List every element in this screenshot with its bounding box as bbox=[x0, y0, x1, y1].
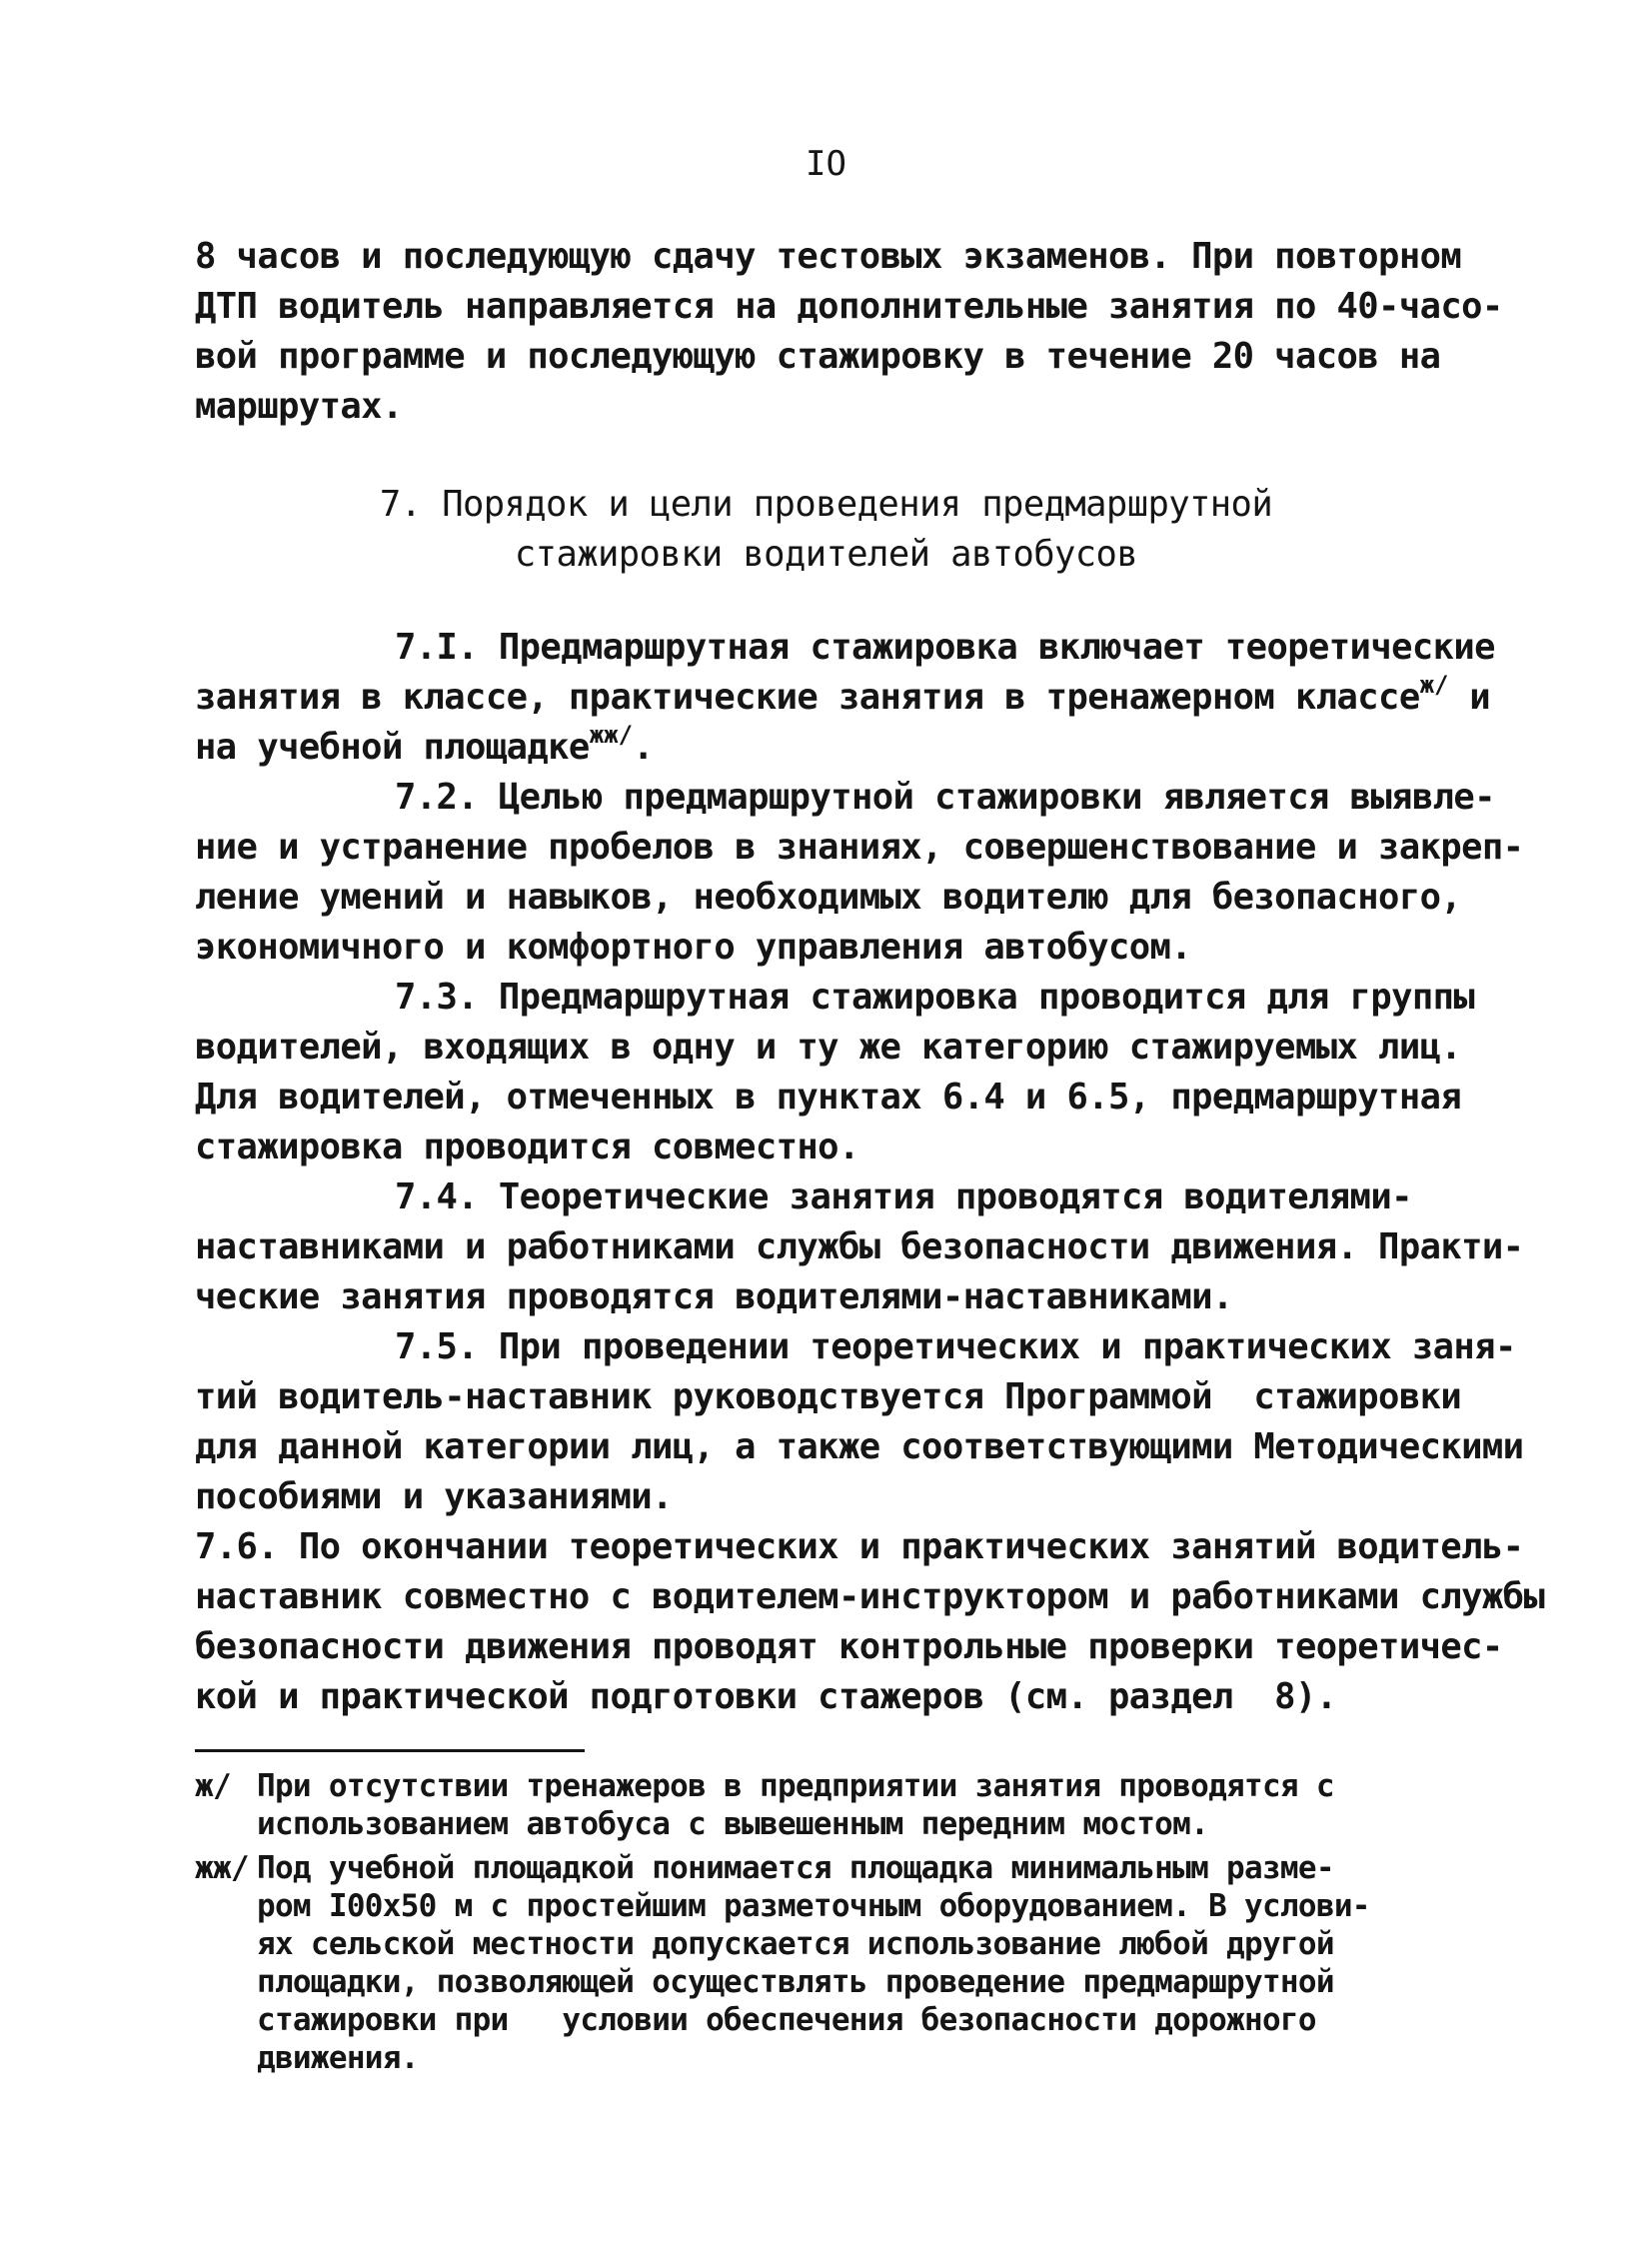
text-line: экономичного и комфортного управления автобусом. bbox=[195, 927, 1192, 968]
text-line: вой программе и последующую стажировку в течение 20 часов на bbox=[195, 336, 1441, 377]
text-line: ческие занятия проводятся водителями-наставниками. bbox=[195, 1276, 1233, 1317]
text-line: для данной категории лиц, а также соответствующими Методическими bbox=[195, 1426, 1524, 1467]
section-body bbox=[195, 623, 1545, 1722]
section-heading bbox=[0, 480, 1652, 580]
footnotes bbox=[195, 1767, 1534, 2077]
footnote-line: ях сельской местности допускается использование любой другой bbox=[257, 1926, 1334, 1962]
paragraph-7-4 bbox=[195, 1172, 1524, 1322]
text-line: маршрутах. bbox=[195, 386, 403, 427]
paragraph-7-5 bbox=[195, 1322, 1524, 1522]
text-line: наставниками и работниками службы безопасности движения. Практи- bbox=[195, 1226, 1524, 1267]
text-line: безопасности движения проводят контрольные проверки теоретичес- bbox=[195, 1626, 1503, 1667]
footnote-2 bbox=[195, 1849, 1534, 2077]
footnote-marker: жж/ bbox=[195, 1850, 249, 1886]
text-line: водителей, входящих в одну и ту же категорию стажируемых лиц. bbox=[195, 1027, 1462, 1068]
intro-paragraph bbox=[195, 232, 1503, 432]
text-line: ние и устранение пробелов в знаниях, совершенствование и закреп- bbox=[195, 827, 1524, 868]
text-line: Для водителей, отмеченных в пунктах 6.4 и 6.5, предмаршрутная bbox=[195, 1077, 1462, 1118]
text-fragment: и bbox=[1448, 677, 1491, 718]
text-line: 8 часов и последующую сдачу тестовых экзаменов. При повторном bbox=[195, 236, 1462, 277]
footnote-line: Под учебной площадкой понимается площадка минимальным разме- bbox=[257, 1850, 1334, 1886]
footnote-1 bbox=[195, 1767, 1534, 1843]
footnote-line: стажировки при условии обеспечения безопасности дорожного bbox=[257, 2002, 1316, 2038]
text-line: 7.6. По окончании теоретических и практических занятий водитель- bbox=[195, 1526, 1524, 1567]
heading-line: стажировки водителей автобусов bbox=[514, 534, 1138, 575]
text-line: ДТП водитель направляется на дополнительные занятия по 40-часо- bbox=[195, 286, 1503, 327]
text-line: 7.2. Целью предмаршрутной стажировки является выявле- bbox=[395, 777, 1495, 818]
paragraph-7-1 bbox=[195, 623, 1494, 773]
footnote-line: площадки, позволяющей осуществлять проведение предмаршрутной bbox=[257, 1964, 1334, 2000]
text-line: 7.5. При проведении теоретических и практических заня- bbox=[395, 1326, 1516, 1367]
text-line: 7.3. Предмаршрутная стажировка проводится для группы bbox=[395, 977, 1475, 1018]
footnote-separator bbox=[195, 1749, 585, 1752]
text-line: наставник совместно с водителем-инструктором и работниками службы bbox=[195, 1576, 1545, 1617]
footnote-ref-2: жж/ bbox=[589, 721, 634, 749]
footnote-line: При отсутствии тренажеров в предприятии занятия проводятся с bbox=[257, 1768, 1334, 1804]
text-line: 7.I. Предмаршрутная стажировка включает теоретические bbox=[395, 627, 1495, 668]
text-fragment: занятия в классе, практические занятия в тренажерном классе bbox=[195, 677, 1420, 718]
text-line: 7.4. Теоретические занятия проводятся водителями- bbox=[395, 1176, 1412, 1217]
text-line: пособиями и указаниями. bbox=[195, 1476, 673, 1517]
text-line: стажировка проводится совместно. bbox=[195, 1126, 859, 1167]
footnote-line: движения. bbox=[257, 2040, 419, 2076]
paragraph-7-2 bbox=[195, 773, 1524, 973]
text-fragment: . bbox=[633, 727, 654, 768]
footnote-line: использованием автобуса с вывешенным передним мостом. bbox=[257, 1806, 1209, 1842]
paragraph-7-6 bbox=[195, 1522, 1545, 1722]
heading-line: 7. Порядок и цели проведения предмаршрутной bbox=[379, 484, 1273, 525]
text-line: ление умений и навыков, необходимых водителю для безопасного, bbox=[195, 877, 1462, 918]
footnote-marker: ж/ bbox=[195, 1768, 231, 1804]
page-number: IO bbox=[806, 144, 846, 184]
footnote-ref-1: ж/ bbox=[1419, 671, 1449, 699]
paragraph-7-3 bbox=[195, 973, 1494, 1172]
text-line bbox=[195, 723, 1494, 773]
text-line bbox=[195, 673, 1494, 723]
footnote-line: ром I00x50 м с простейшим разметочным оборудованием. В услови- bbox=[257, 1888, 1370, 1924]
text-line: тий водитель-наставник руководствуется Программой стажировки bbox=[195, 1376, 1462, 1417]
text-line: кой и практической подготовки стажеров (см. раздел 8). bbox=[195, 1676, 1337, 1717]
text-fragment: на учебной площадке bbox=[195, 727, 590, 768]
